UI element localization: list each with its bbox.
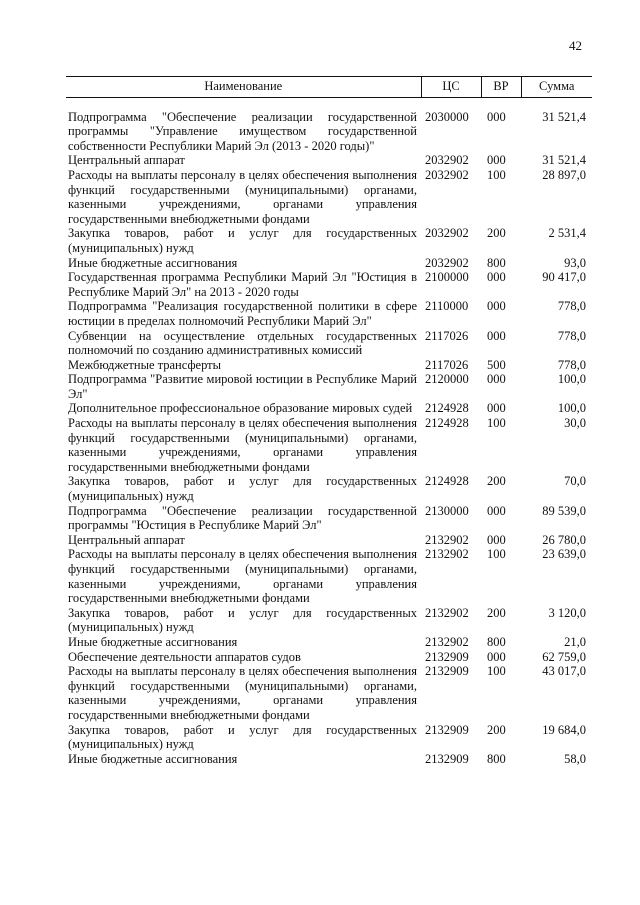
row-cs-cell: 2124928 [425,416,469,431]
row-sum-cell: 58,0 [564,751,586,766]
row-vr-cell: 200 [487,605,506,620]
row-vr-cell: 800 [487,751,506,766]
row-vr-cell: 000 [487,299,506,314]
table-row [66,547,592,605]
row-name-cell: Подпрограмма "Обеспечение реализации государственной программы "Управление имуществом государственной собственности Республики Марий Эл (2013 - 2020 годы)" [68,109,417,153]
row-name-cell: Закупка товаров, работ и услуг для государственных (муниципальных) нужд [68,474,417,504]
row-name-cell: Закупка товаров, работ и услуг для государственных (муниципальных) нужд [68,722,417,752]
row-cs-cell: 2032902 [425,255,469,270]
row-sum-cell: 778,0 [557,328,586,343]
page-number: 42 [569,38,582,53]
row-cs-cell: 2132909 [425,751,469,766]
row-vr-cell: 000 [487,401,506,416]
row-name-cell: Расходы на выплаты персоналу в целях обеспечения выполнения функций государственными (муниципальными) органами, казенными учреждениями, органами управления государственными внебюджетными фондами [68,167,417,226]
row-name-cell: Подпрограмма "Реализация государственной политики в сфере юстиции в пределах полномочий Республики Марий Эл" [68,299,417,328]
header-sum: Сумма [521,77,592,98]
row-cs-cell: 2032902 [425,167,469,182]
row-sum-cell: 31 521,4 [542,153,586,168]
header-cs: ЦС [421,77,481,98]
row-name-cell: Иные бюджетные ассигнования [68,634,238,649]
row-name-cell: Государственная программа Республики Марий Эл "Юстиция в Республике Марий Эл" на 2013 - 2020 годы [68,270,417,299]
row-sum-cell: 62 759,0 [542,649,586,664]
row-sum-cell: 31 521,4 [542,109,586,124]
row-name-cell: Подпрограмма "Обеспечение реализации государственной программы "Юстиция в Республике Марий Эл" [68,503,417,533]
table-row [66,474,592,503]
row-vr-cell: 000 [487,503,506,518]
table-row [66,664,592,722]
row-vr-cell: 800 [487,255,506,270]
row-name-cell: Центральный аппарат [68,153,185,168]
row-vr-cell: 200 [487,722,506,737]
row-sum-cell: 26 780,0 [542,532,586,547]
table-row [66,372,592,401]
table-row [66,226,592,255]
row-cs-cell: 2100000 [425,270,469,285]
row-vr-cell: 100 [487,664,506,679]
row-sum-cell: 2 531,4 [548,226,586,241]
row-cs-cell: 2132902 [425,605,469,620]
table-row [66,533,592,548]
row-cs-cell: 2132902 [425,532,469,547]
table-row [66,401,592,416]
table-row [66,97,592,153]
row-vr-cell: 000 [487,532,506,547]
table-row [66,153,592,168]
row-sum-cell: 93,0 [564,255,586,270]
row-sum-cell: 3 120,0 [548,605,586,620]
row-cs-cell: 2110000 [425,299,469,314]
row-vr-cell: 000 [487,153,506,168]
row-cs-cell: 2132909 [425,722,469,737]
row-sum-cell: 23 639,0 [542,547,586,562]
table-row [66,650,592,665]
row-vr-cell: 100 [487,167,506,182]
row-name-cell: Закупка товаров, работ и услуг для государственных (муниципальных) нужд [68,226,417,255]
table-row [66,270,592,299]
table-row [66,256,592,271]
row-cs-cell: 2117026 [425,328,469,343]
row-sum-cell: 28 897,0 [542,167,586,182]
row-vr-cell: 100 [487,416,506,431]
row-sum-cell: 70,0 [564,474,586,489]
table-row [66,329,592,358]
table-row [66,635,592,650]
row-vr-cell: 200 [487,474,506,489]
table-row [66,358,592,373]
table-row [66,504,592,533]
row-cs-cell: 2124928 [425,401,469,416]
row-name-cell: Межбюджетные трансферты [68,357,222,372]
row-cs-cell: 2117026 [425,357,469,372]
row-cs-cell: 2132902 [425,547,469,562]
table-row [66,723,592,752]
row-cs-cell: 2132909 [425,649,469,664]
row-name-cell: Центральный аппарат [68,532,185,547]
row-name-cell: Субвенции на осуществление отдельных государственных полномочий по созданию административных комиссий [68,328,417,358]
row-sum-cell: 778,0 [557,299,586,314]
row-cs-cell: 2132902 [425,634,469,649]
header-name: Наименование [66,77,421,98]
row-name-cell: Иные бюджетные ассигнования [68,255,238,270]
row-name-cell: Иные бюджетные ассигнования [68,751,238,766]
row-sum-cell: 778,0 [557,357,586,372]
table-row [66,299,592,328]
row-name-cell: Расходы на выплаты персоналу в целях обеспечения выполнения функций государственными (муниципальными) органами, казенными учреждениями, органами управления государственными внебюджетными фондами [68,547,417,606]
row-cs-cell: 2032902 [425,153,469,168]
row-vr-cell: 000 [487,372,506,387]
row-vr-cell: 500 [487,357,506,372]
row-sum-cell: 21,0 [564,634,586,649]
row-cs-cell: 2120000 [425,372,469,387]
row-vr-cell: 000 [487,649,506,664]
row-cs-cell: 2132909 [425,664,469,679]
row-name-cell: Обеспечение деятельности аппаратов судов [68,649,301,664]
row-cs-cell: 2130000 [425,503,469,518]
row-cs-cell: 2032902 [425,226,469,241]
table-row [66,168,592,226]
row-cs-cell: 2030000 [425,109,469,124]
row-sum-cell: 100,0 [557,372,586,387]
row-sum-cell: 43 017,0 [542,664,586,679]
row-name-cell: Закупка товаров, работ и услуг для государственных (муниципальных) нужд [68,605,417,635]
header-vr: ВР [481,77,521,98]
budget-table [66,76,592,766]
row-name-cell: Дополнительное профессиональное образование мировых судей [68,401,413,416]
row-sum-cell: 30,0 [564,416,586,431]
row-vr-cell: 000 [487,328,506,343]
row-cs-cell: 2124928 [425,474,469,489]
table-row [66,606,592,635]
table-row [66,752,592,767]
row-name-cell: Подпрограмма "Развитие мировой юстиции в Республике Марий Эл" [68,372,417,401]
row-name-cell: Расходы на выплаты персоналу в целях обеспечения выполнения функций государственными (муниципальными) органами, казенными учреждениями, органами управления государственными внебюджетными фондами [68,664,417,722]
row-sum-cell: 19 684,0 [542,722,586,737]
row-vr-cell: 000 [487,109,506,124]
row-vr-cell: 000 [487,270,506,285]
row-vr-cell: 200 [487,226,506,241]
row-sum-cell: 90 417,0 [542,270,586,285]
row-sum-cell: 100,0 [557,401,586,416]
row-vr-cell: 100 [487,547,506,562]
row-sum-cell: 89 539,0 [542,503,586,518]
row-name-cell: Расходы на выплаты персоналу в целях обеспечения выполнения функций государственными (муниципальными) органами, казенными учреждениями, органами управления государственными внебюджетными фондами [68,416,417,474]
table-body [66,97,592,766]
table-header [66,77,592,98]
row-vr-cell: 800 [487,634,506,649]
table-row [66,416,592,474]
